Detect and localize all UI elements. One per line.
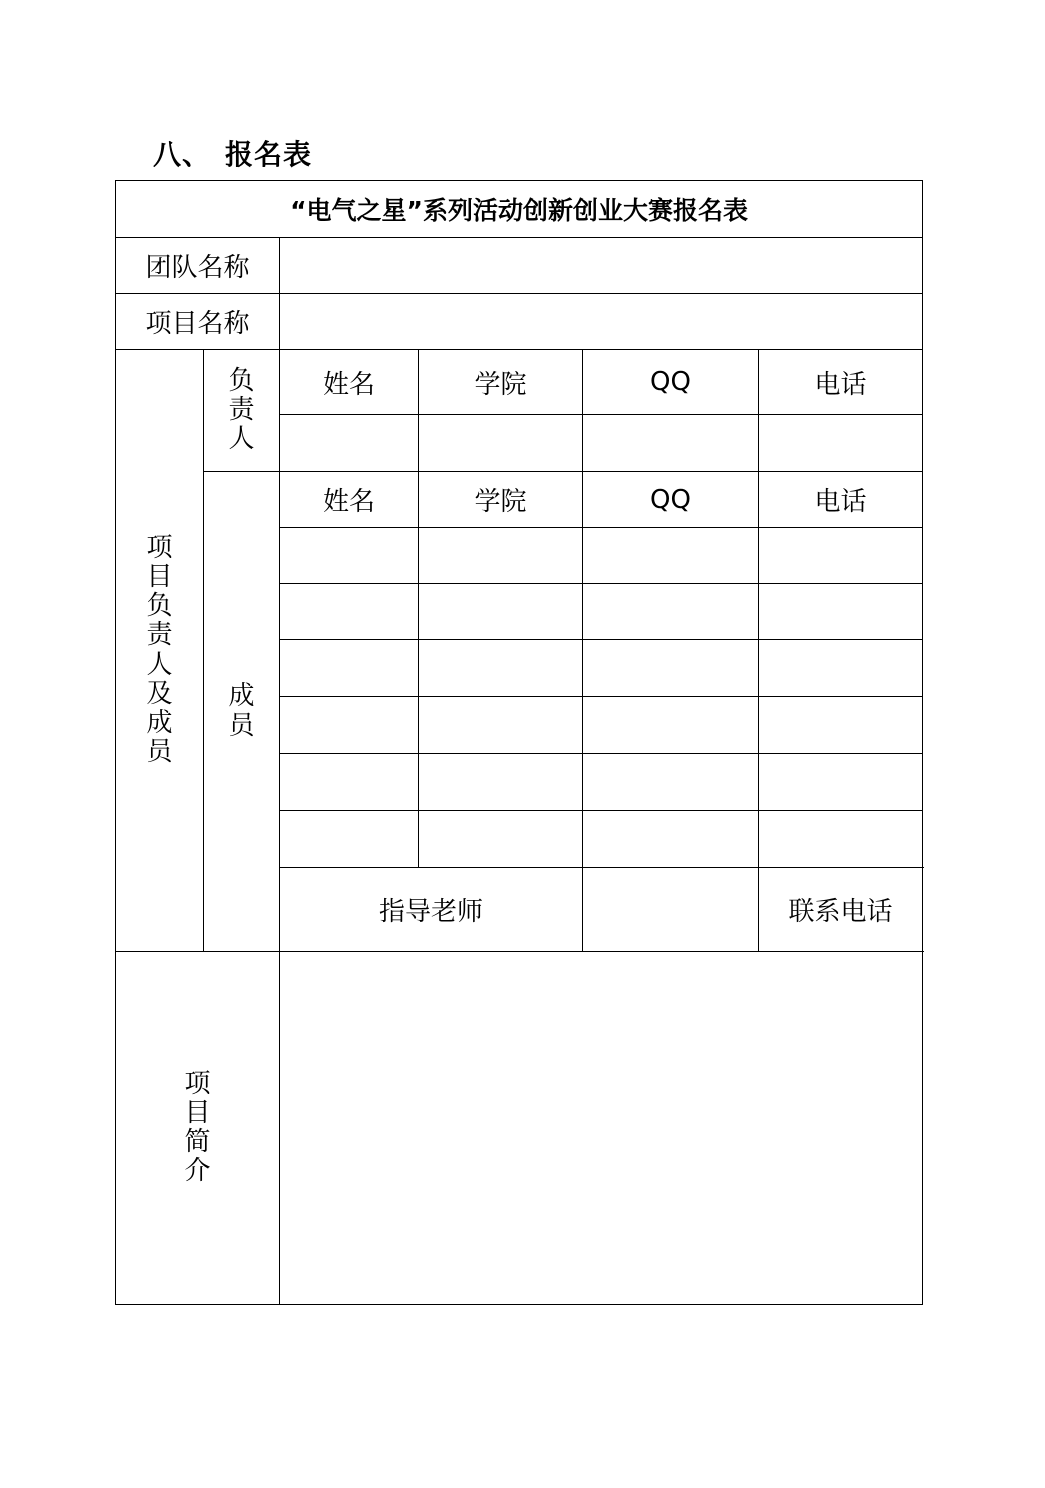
member-name-field[interactable] [280, 811, 419, 868]
members-header-qq: QQ [583, 472, 759, 528]
leader-qq-field[interactable] [583, 415, 759, 472]
section-title: 报名表 [225, 138, 313, 171]
member-college-field[interactable] [419, 697, 583, 754]
members-group-label [116, 350, 204, 952]
member-phone-field[interactable] [759, 811, 923, 868]
members-label-text: 成员 [228, 681, 255, 741]
member-qq-field[interactable] [583, 584, 759, 640]
intro-field[interactable] [280, 952, 923, 1305]
member-phone-field[interactable] [759, 640, 923, 697]
members-header-name: 姓名 [280, 472, 419, 528]
member-college-field[interactable] [419, 528, 583, 584]
section-heading [153, 133, 312, 173]
member-qq-field[interactable] [583, 754, 759, 811]
member-name-field[interactable] [280, 528, 419, 584]
form-title: “电气之星”系列活动创新创业大赛报名表 [116, 181, 923, 238]
intro-label [116, 952, 280, 1305]
leader-label-text: 负责人 [228, 365, 255, 455]
section-number: 八、 [153, 138, 212, 171]
registration-form-table [115, 180, 923, 1305]
project-name-field[interactable] [280, 294, 923, 350]
leader-header-college: 学院 [419, 350, 583, 415]
member-phone-field[interactable] [759, 528, 923, 584]
members-group-label-text: 项目负责人及成员 [146, 533, 173, 767]
leader-header-phone: 电话 [759, 350, 923, 415]
member-name-field[interactable] [280, 697, 419, 754]
member-college-field[interactable] [419, 584, 583, 640]
member-qq-field[interactable] [583, 811, 759, 868]
team-name-label: 团队名称 [116, 238, 280, 294]
leader-name-field[interactable] [280, 415, 419, 472]
member-name-field[interactable] [280, 754, 419, 811]
project-name-label: 项目名称 [116, 294, 280, 350]
member-qq-field[interactable] [583, 697, 759, 754]
member-qq-field[interactable] [583, 640, 759, 697]
member-name-field[interactable] [280, 640, 419, 697]
member-phone-field[interactable] [759, 697, 923, 754]
leader-label [204, 350, 280, 472]
members-header-college: 学院 [419, 472, 583, 528]
member-college-field[interactable] [419, 640, 583, 697]
leader-college-field[interactable] [419, 415, 583, 472]
advisor-field[interactable] [583, 868, 759, 952]
member-phone-field[interactable] [759, 754, 923, 811]
intro-label-text: 项目简介 [184, 1068, 211, 1187]
team-name-field[interactable] [280, 238, 923, 294]
contact-phone-label: 联系电话 [759, 868, 923, 952]
leader-header-name: 姓名 [280, 350, 419, 415]
member-name-field[interactable] [280, 584, 419, 640]
leader-header-qq: QQ [583, 350, 759, 415]
member-college-field[interactable] [419, 754, 583, 811]
members-header-phone: 电话 [759, 472, 923, 528]
advisor-label: 指导老师 [280, 868, 583, 952]
member-phone-field[interactable] [759, 584, 923, 640]
member-college-field[interactable] [419, 811, 583, 868]
members-label [204, 472, 280, 952]
leader-phone-field[interactable] [759, 415, 923, 472]
member-qq-field[interactable] [583, 528, 759, 584]
